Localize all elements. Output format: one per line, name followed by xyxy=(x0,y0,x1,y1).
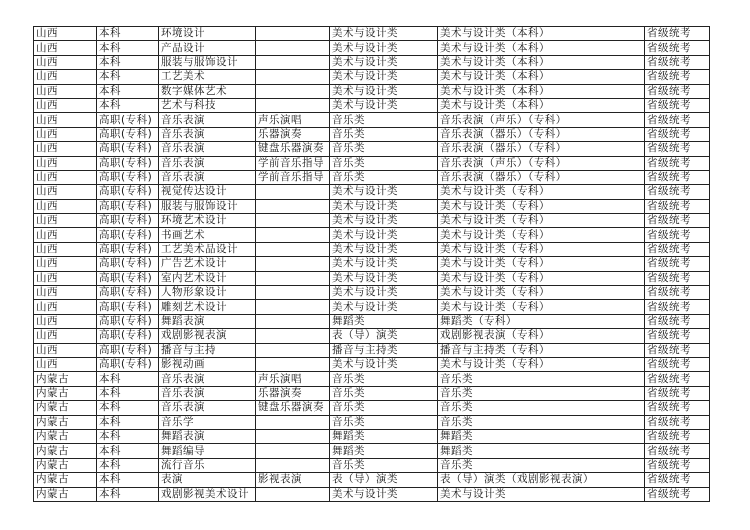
category-cell: 音乐类 xyxy=(330,401,438,415)
category-cell: 美术与设计类 xyxy=(330,55,438,69)
table-row xyxy=(34,286,710,300)
level-cell: 本科 xyxy=(97,70,159,84)
table-row xyxy=(34,343,710,357)
table-row xyxy=(34,242,710,256)
category-cell: 美术与设计类 xyxy=(330,41,438,55)
direction-cell xyxy=(256,199,330,213)
category-cell: 美术与设计类 xyxy=(330,300,438,314)
exam-category-cell: 美术与设计类（本科） xyxy=(438,70,645,84)
table-row xyxy=(34,228,710,242)
exam-type-cell: 省级统考 xyxy=(645,228,710,242)
exam-type-cell: 省级统考 xyxy=(645,271,710,285)
direction-cell: 学前音乐指导 xyxy=(256,156,330,170)
province-cell: 山西 xyxy=(34,357,97,371)
level-cell: 本科 xyxy=(97,41,159,55)
level-cell: 本科 xyxy=(97,401,159,415)
province-cell: 内蒙古 xyxy=(34,429,97,443)
table-row xyxy=(34,314,710,328)
direction-cell: 声乐演唱 xyxy=(256,113,330,127)
direction-cell xyxy=(256,300,330,314)
category-cell: 美术与设计类 xyxy=(330,286,438,300)
province-cell: 内蒙古 xyxy=(34,415,97,429)
direction-cell xyxy=(256,458,330,472)
province-cell: 内蒙古 xyxy=(34,487,97,501)
category-cell: 音乐类 xyxy=(330,113,438,127)
exam-type-cell: 省级统考 xyxy=(645,214,710,228)
province-cell: 山西 xyxy=(34,257,97,271)
major-cell: 舞蹈表演 xyxy=(159,314,256,328)
category-cell: 表（导）演类 xyxy=(330,329,438,343)
major-cell: 音乐表演 xyxy=(159,170,256,184)
level-cell: 本科 xyxy=(97,98,159,112)
direction-cell xyxy=(256,41,330,55)
exam-category-cell: 舞蹈类（专科） xyxy=(438,314,645,328)
province-cell: 山西 xyxy=(34,271,97,285)
level-cell: 高职(专科) xyxy=(97,156,159,170)
level-cell: 高职(专科) xyxy=(97,300,159,314)
exam-category-cell: 美术与设计类（专科） xyxy=(438,185,645,199)
table-row xyxy=(34,329,710,343)
level-cell: 本科 xyxy=(97,429,159,443)
direction-cell xyxy=(256,98,330,112)
exam-category-cell: 美术与设计类（本科） xyxy=(438,84,645,98)
major-cell: 音乐表演 xyxy=(159,401,256,415)
level-cell: 高职(专科) xyxy=(97,242,159,256)
exam-type-cell: 省级统考 xyxy=(645,185,710,199)
exam-category-cell: 美术与设计类（专科） xyxy=(438,357,645,371)
direction-cell xyxy=(256,429,330,443)
direction-cell xyxy=(256,357,330,371)
direction-cell: 影视表演 xyxy=(256,473,330,487)
exam-category-cell: 舞蹈类 xyxy=(438,429,645,443)
exam-type-cell: 省级统考 xyxy=(645,401,710,415)
exam-category-cell: 音乐表演（器乐）（专科） xyxy=(438,142,645,156)
exam-type-cell: 省级统考 xyxy=(645,113,710,127)
major-cell: 音乐表演 xyxy=(159,372,256,386)
level-cell: 本科 xyxy=(97,444,159,458)
category-cell: 美术与设计类 xyxy=(330,199,438,213)
table-row xyxy=(34,127,710,141)
major-cell: 戏剧影视美术设计 xyxy=(159,487,256,501)
exam-type-cell: 省级统考 xyxy=(645,41,710,55)
table-row xyxy=(34,214,710,228)
exam-category-cell: 音乐类 xyxy=(438,372,645,386)
direction-cell xyxy=(256,444,330,458)
province-cell: 山西 xyxy=(34,199,97,213)
province-cell: 内蒙古 xyxy=(34,444,97,458)
exam-category-cell: 美术与设计类（本科） xyxy=(438,98,645,112)
level-cell: 高职(专科) xyxy=(97,257,159,271)
major-cell: 戏剧影视表演 xyxy=(159,329,256,343)
exam-category-cell: 舞蹈类 xyxy=(438,444,645,458)
table-row xyxy=(34,156,710,170)
exam-category-cell: 美术与设计类（本科） xyxy=(438,41,645,55)
province-cell: 山西 xyxy=(34,142,97,156)
category-cell: 美术与设计类 xyxy=(330,27,438,41)
exam-category-cell: 音乐类 xyxy=(438,386,645,400)
major-cell: 产品设计 xyxy=(159,41,256,55)
category-cell: 音乐类 xyxy=(330,142,438,156)
exam-type-cell: 省级统考 xyxy=(645,142,710,156)
province-cell: 山西 xyxy=(34,55,97,69)
category-cell: 音乐类 xyxy=(330,415,438,429)
level-cell: 高职(专科) xyxy=(97,113,159,127)
major-cell: 广告艺术设计 xyxy=(159,257,256,271)
level-cell: 高职(专科) xyxy=(97,127,159,141)
direction-cell: 乐器演奏 xyxy=(256,386,330,400)
level-cell: 高职(专科) xyxy=(97,199,159,213)
direction-cell xyxy=(256,214,330,228)
direction-cell xyxy=(256,228,330,242)
exam-type-cell: 省级统考 xyxy=(645,286,710,300)
province-cell: 内蒙古 xyxy=(34,473,97,487)
level-cell: 高职(专科) xyxy=(97,286,159,300)
province-cell: 山西 xyxy=(34,185,97,199)
province-cell: 山西 xyxy=(34,27,97,41)
province-cell: 内蒙古 xyxy=(34,372,97,386)
category-cell: 舞蹈类 xyxy=(330,429,438,443)
level-cell: 本科 xyxy=(97,473,159,487)
direction-cell xyxy=(256,487,330,501)
exam-category-cell: 美术与设计类 xyxy=(438,487,645,501)
direction-cell xyxy=(256,286,330,300)
exam-category-cell: 音乐表演（器乐）（专科） xyxy=(438,127,645,141)
category-cell: 美术与设计类 xyxy=(330,242,438,256)
direction-cell xyxy=(256,415,330,429)
direction-cell xyxy=(256,185,330,199)
table-row xyxy=(34,429,710,443)
table-row xyxy=(34,415,710,429)
category-cell: 美术与设计类 xyxy=(330,214,438,228)
exam-type-cell: 省级统考 xyxy=(645,242,710,256)
direction-cell: 声乐演唱 xyxy=(256,372,330,386)
level-cell: 高职(专科) xyxy=(97,228,159,242)
level-cell: 高职(专科) xyxy=(97,343,159,357)
category-cell: 美术与设计类 xyxy=(330,487,438,501)
exam-type-cell: 省级统考 xyxy=(645,84,710,98)
exam-category-cell: 戏剧影视表演（专科） xyxy=(438,329,645,343)
province-cell: 内蒙古 xyxy=(34,401,97,415)
exam-type-cell: 省级统考 xyxy=(645,27,710,41)
level-cell: 高职(专科) xyxy=(97,170,159,184)
table-row xyxy=(34,185,710,199)
table-row xyxy=(34,27,710,41)
level-cell: 高职(专科) xyxy=(97,329,159,343)
major-cell: 服装与服饰设计 xyxy=(159,199,256,213)
exam-type-cell: 省级统考 xyxy=(645,314,710,328)
exam-category-cell: 美术与设计类（专科） xyxy=(438,199,645,213)
category-cell: 音乐类 xyxy=(330,170,438,184)
level-cell: 高职(专科) xyxy=(97,357,159,371)
exam-category-cell: 美术与设计类（专科） xyxy=(438,214,645,228)
category-cell: 表（导）演类 xyxy=(330,473,438,487)
category-cell: 舞蹈类 xyxy=(330,444,438,458)
major-cell: 表演 xyxy=(159,473,256,487)
major-cell: 艺术与科技 xyxy=(159,98,256,112)
province-cell: 山西 xyxy=(34,113,97,127)
province-cell: 山西 xyxy=(34,70,97,84)
province-cell: 山西 xyxy=(34,242,97,256)
direction-cell xyxy=(256,271,330,285)
exam-type-cell: 省级统考 xyxy=(645,473,710,487)
category-cell: 音乐类 xyxy=(330,156,438,170)
major-cell: 音乐表演 xyxy=(159,127,256,141)
table-row xyxy=(34,487,710,501)
table-body xyxy=(34,27,710,502)
province-cell: 山西 xyxy=(34,41,97,55)
province-cell: 山西 xyxy=(34,214,97,228)
exam-category-cell: 音乐类 xyxy=(438,458,645,472)
major-cell: 舞蹈编导 xyxy=(159,444,256,458)
category-cell: 美术与设计类 xyxy=(330,84,438,98)
table-row xyxy=(34,41,710,55)
exam-type-cell: 省级统考 xyxy=(645,300,710,314)
major-cell: 工艺美术 xyxy=(159,70,256,84)
major-cell: 音乐学 xyxy=(159,415,256,429)
direction-cell: 键盘乐器演奏 xyxy=(256,401,330,415)
table-row xyxy=(34,70,710,84)
direction-cell xyxy=(256,242,330,256)
table-row xyxy=(34,170,710,184)
major-cell: 播音与主持 xyxy=(159,343,256,357)
exam-type-cell: 省级统考 xyxy=(645,55,710,69)
level-cell: 本科 xyxy=(97,487,159,501)
category-cell: 美术与设计类 xyxy=(330,228,438,242)
table-row xyxy=(34,98,710,112)
exam-type-cell: 省级统考 xyxy=(645,458,710,472)
major-cell: 音乐表演 xyxy=(159,142,256,156)
level-cell: 本科 xyxy=(97,55,159,69)
level-cell: 高职(专科) xyxy=(97,142,159,156)
direction-cell: 学前音乐指导 xyxy=(256,170,330,184)
exam-type-cell: 省级统考 xyxy=(645,127,710,141)
exam-category-cell: 美术与设计类（专科） xyxy=(438,271,645,285)
province-cell: 山西 xyxy=(34,156,97,170)
exam-type-cell: 省级统考 xyxy=(645,343,710,357)
direction-cell: 乐器演奏 xyxy=(256,127,330,141)
category-cell: 音乐类 xyxy=(330,372,438,386)
direction-cell: 键盘乐器演奏 xyxy=(256,142,330,156)
province-cell: 山西 xyxy=(34,286,97,300)
major-cell: 书画艺术 xyxy=(159,228,256,242)
direction-cell xyxy=(256,27,330,41)
exam-category-cell: 音乐类 xyxy=(438,415,645,429)
exam-type-cell: 省级统考 xyxy=(645,357,710,371)
exam-type-cell: 省级统考 xyxy=(645,170,710,184)
exam-category-cell: 美术与设计类（专科） xyxy=(438,257,645,271)
exam-type-cell: 省级统考 xyxy=(645,156,710,170)
province-cell: 山西 xyxy=(34,228,97,242)
category-cell: 美术与设计类 xyxy=(330,271,438,285)
major-cell: 影视动画 xyxy=(159,357,256,371)
province-cell: 山西 xyxy=(34,98,97,112)
category-cell: 美术与设计类 xyxy=(330,98,438,112)
exam-category-cell: 美术与设计类（专科） xyxy=(438,300,645,314)
province-cell: 山西 xyxy=(34,170,97,184)
major-cell: 音乐表演 xyxy=(159,113,256,127)
table-row xyxy=(34,458,710,472)
table-row xyxy=(34,142,710,156)
major-cell: 环境设计 xyxy=(159,27,256,41)
province-cell: 山西 xyxy=(34,127,97,141)
exam-category-cell: 播音与主持类（专科） xyxy=(438,343,645,357)
province-cell: 山西 xyxy=(34,300,97,314)
table-row xyxy=(34,357,710,371)
category-cell: 音乐类 xyxy=(330,458,438,472)
major-cell: 工艺美术品设计 xyxy=(159,242,256,256)
province-cell: 内蒙古 xyxy=(34,458,97,472)
direction-cell xyxy=(256,257,330,271)
table-row xyxy=(34,271,710,285)
direction-cell xyxy=(256,70,330,84)
exam-category-cell: 音乐表演（声乐）（专科） xyxy=(438,113,645,127)
level-cell: 本科 xyxy=(97,415,159,429)
exam-type-cell: 省级统考 xyxy=(645,70,710,84)
level-cell: 本科 xyxy=(97,84,159,98)
exam-category-cell: 美术与设计类（专科） xyxy=(438,242,645,256)
level-cell: 本科 xyxy=(97,458,159,472)
table-row xyxy=(34,257,710,271)
table-row xyxy=(34,372,710,386)
province-cell: 山西 xyxy=(34,329,97,343)
major-cell: 服装与服饰设计 xyxy=(159,55,256,69)
category-cell: 舞蹈类 xyxy=(330,314,438,328)
exam-category-cell: 美术与设计类（专科） xyxy=(438,228,645,242)
major-cell: 雕刻艺术设计 xyxy=(159,300,256,314)
level-cell: 本科 xyxy=(97,27,159,41)
exam-type-cell: 省级统考 xyxy=(645,415,710,429)
major-cell: 舞蹈表演 xyxy=(159,429,256,443)
province-cell: 山西 xyxy=(34,314,97,328)
exam-category-cell: 美术与设计类（本科） xyxy=(438,55,645,69)
table-row xyxy=(34,300,710,314)
direction-cell xyxy=(256,329,330,343)
exam-type-cell: 省级统考 xyxy=(645,429,710,443)
table-row xyxy=(34,444,710,458)
category-cell: 美术与设计类 xyxy=(330,70,438,84)
level-cell: 高职(专科) xyxy=(97,214,159,228)
table-row xyxy=(34,386,710,400)
major-cell: 室内艺术设计 xyxy=(159,271,256,285)
exam-type-cell: 省级统考 xyxy=(645,98,710,112)
major-cell: 数字媒体艺术 xyxy=(159,84,256,98)
exam-type-cell: 省级统考 xyxy=(645,372,710,386)
category-cell: 音乐类 xyxy=(330,386,438,400)
exam-type-cell: 省级统考 xyxy=(645,257,710,271)
table-row xyxy=(34,84,710,98)
province-cell: 山西 xyxy=(34,84,97,98)
level-cell: 本科 xyxy=(97,386,159,400)
category-cell: 美术与设计类 xyxy=(330,257,438,271)
exam-type-cell: 省级统考 xyxy=(645,487,710,501)
category-cell: 播音与主持类 xyxy=(330,343,438,357)
direction-cell xyxy=(256,343,330,357)
table-row xyxy=(34,401,710,415)
category-cell: 美术与设计类 xyxy=(330,185,438,199)
direction-cell xyxy=(256,84,330,98)
exam-type-cell: 省级统考 xyxy=(645,329,710,343)
direction-cell xyxy=(256,314,330,328)
category-cell: 美术与设计类 xyxy=(330,357,438,371)
level-cell: 高职(专科) xyxy=(97,185,159,199)
major-cell: 视觉传达设计 xyxy=(159,185,256,199)
exam-type-cell: 省级统考 xyxy=(645,444,710,458)
major-cell: 人物形象设计 xyxy=(159,286,256,300)
exam-type-cell: 省级统考 xyxy=(645,386,710,400)
exam-category-cell: 音乐表演（声乐）（专科） xyxy=(438,156,645,170)
level-cell: 本科 xyxy=(97,372,159,386)
exam-category-cell: 表（导）演类（戏剧影视表演） xyxy=(438,473,645,487)
exam-category-cell: 美术与设计类（本科） xyxy=(438,27,645,41)
exam-category-cell: 音乐表演（器乐）（专科） xyxy=(438,170,645,184)
table-row xyxy=(34,473,710,487)
exam-category-cell: 美术与设计类（专科） xyxy=(438,286,645,300)
table-row xyxy=(34,113,710,127)
exam-category-cell: 音乐类 xyxy=(438,401,645,415)
category-cell: 音乐类 xyxy=(330,127,438,141)
province-cell: 山西 xyxy=(34,343,97,357)
table-row xyxy=(34,55,710,69)
major-cell: 流行音乐 xyxy=(159,458,256,472)
level-cell: 高职(专科) xyxy=(97,314,159,328)
major-cell: 音乐表演 xyxy=(159,386,256,400)
direction-cell xyxy=(256,55,330,69)
level-cell: 高职(专科) xyxy=(97,271,159,285)
major-cell: 环境艺术设计 xyxy=(159,214,256,228)
enrollment-table xyxy=(33,26,710,502)
table-row xyxy=(34,199,710,213)
exam-type-cell: 省级统考 xyxy=(645,199,710,213)
province-cell: 内蒙古 xyxy=(34,386,97,400)
major-cell: 音乐表演 xyxy=(159,156,256,170)
